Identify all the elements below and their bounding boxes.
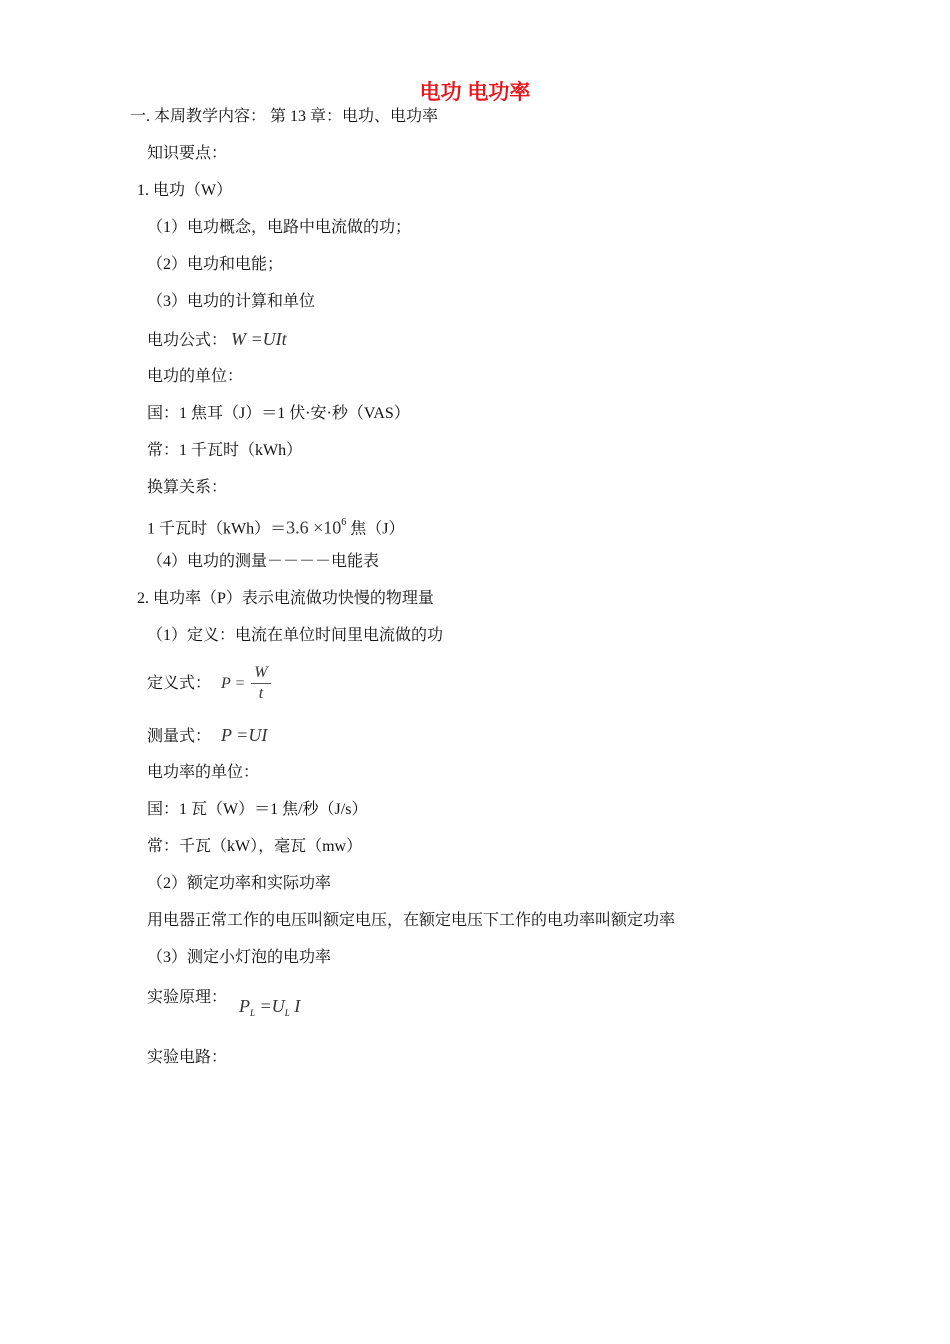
topic-electric-power: 2. 电功率（P）表示电流做功快慢的物理量	[137, 590, 434, 607]
formula-sub-l2: L	[284, 1008, 290, 1019]
formula-u: =U	[255, 996, 285, 1016]
text-line: 实验电路：	[147, 1049, 228, 1066]
text-line: （2）额定功率和实际功率	[147, 875, 332, 892]
conversion-prefix: 1 千瓦时（kWh）＝	[147, 520, 287, 538]
definition-formula-label: 定义式：	[147, 675, 212, 692]
list-item: （2）电功和电能；	[147, 256, 284, 273]
experiment-principle-line	[147, 986, 301, 1019]
text-line: 国：1 瓦（W）＝1 焦/秒（J/s）	[147, 801, 368, 818]
text-line: （4）电功的测量－－－－电能表	[147, 553, 380, 570]
measurement-formula-line	[147, 725, 267, 747]
formula-sub-l: L	[250, 1008, 256, 1019]
work-formula: W =UIt	[231, 329, 287, 349]
text-line: 换算关系：	[147, 479, 228, 496]
list-item: （1）电功概念，电路中电流做的功；	[147, 219, 412, 236]
text-line: 国：1 焦耳（J）＝1 伏·安·秒（VAS）	[147, 405, 410, 422]
text-line: 用电器正常工作的电压叫额定电压，在额定电压下工作的电功率叫额定功率	[147, 912, 676, 929]
formula-i: I	[289, 996, 301, 1016]
topic-electric-work: 1. 电功（W）	[137, 182, 233, 199]
page-title: 电功 电功率	[419, 81, 531, 104]
text-line: （3）测定小灯泡的电功率	[147, 949, 332, 966]
definition-fraction	[251, 664, 270, 704]
fraction-numerator: W	[251, 664, 270, 684]
work-formula-label: 电功公式：	[147, 332, 228, 349]
text-line: 常：1 千瓦时（kWh）	[147, 442, 303, 459]
text-line: 电功率的单位：	[147, 764, 260, 781]
conversion-suffix: 焦（J）	[346, 520, 405, 538]
knowledge-points-label: 知识要点：	[147, 145, 228, 162]
section-heading: 一. 本周教学内容： 第 13 章：电功、电功率	[130, 108, 439, 125]
measurement-formula: P =UI	[221, 725, 268, 745]
conversion-line	[147, 515, 405, 539]
measurement-formula-label: 测量式：	[147, 728, 212, 745]
list-item: （3）电功的计算和单位	[147, 293, 316, 310]
definition-formula-line	[147, 664, 271, 704]
conversion-exponent: 6	[341, 517, 347, 528]
experiment-principle-formula	[239, 996, 300, 1023]
conversion-number: 3.6 ×10	[286, 517, 342, 538]
definition-formula-lhs: P =	[221, 675, 246, 692]
experiment-principle-label: 实验原理：	[147, 989, 228, 1006]
text-line: 常：千瓦（kW），毫瓦（mw）	[147, 838, 363, 855]
work-formula-line	[147, 329, 287, 351]
text-line: （1）定义：电流在单位时间里电流做的功	[147, 627, 444, 644]
formula-p: P	[239, 996, 251, 1016]
text-line: 电功的单位：	[147, 368, 244, 385]
fraction-denominator: t	[258, 685, 264, 702]
